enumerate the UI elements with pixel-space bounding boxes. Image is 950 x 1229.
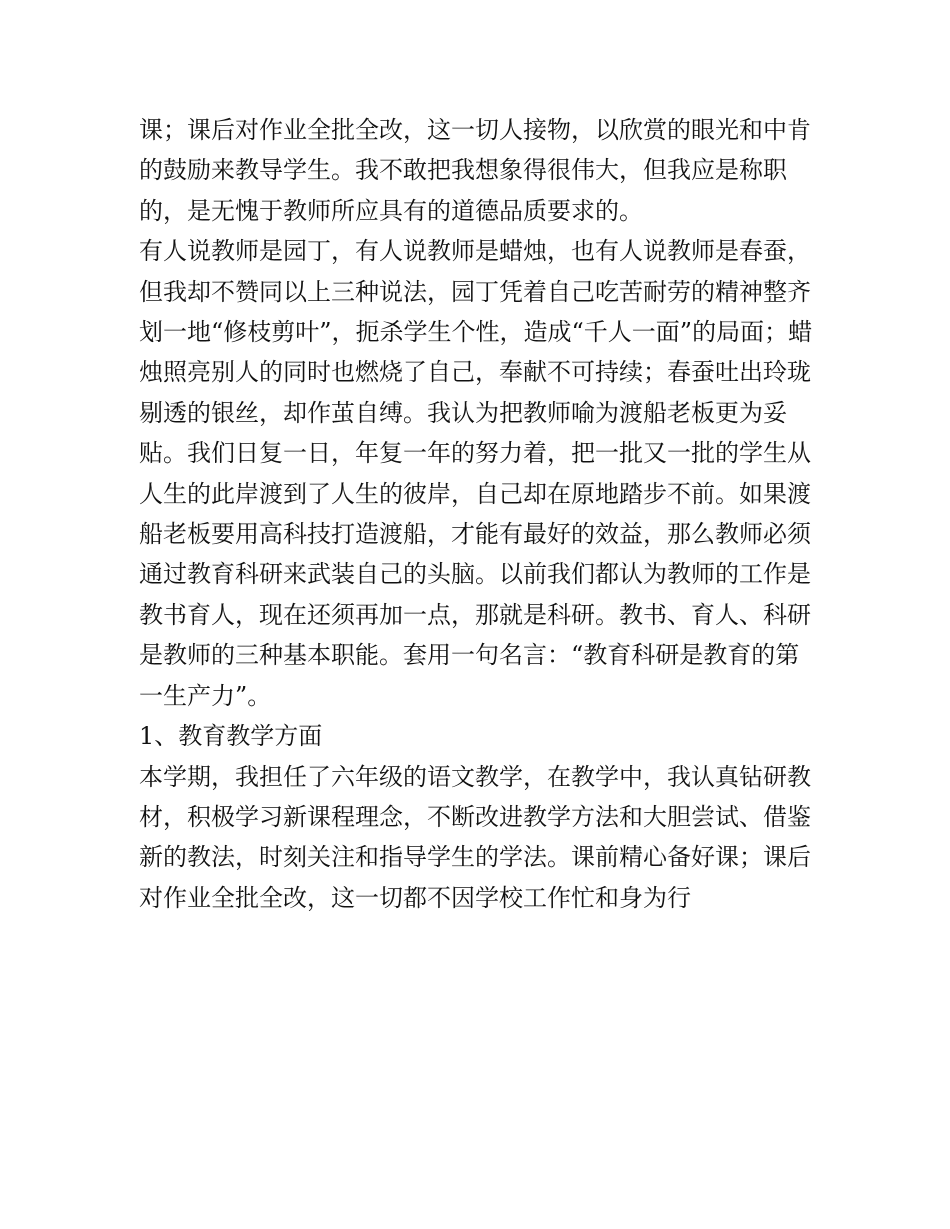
paragraph-3: 本学期，我担任了六年级的语文教学，在教学中，我认真钻研教材，积极学习新课程理念，不断改进教学方法和大胆尝试、借鉴新的教法，时刻关注和指导学生的学法。课前精心备好课；课后对作业全批全改，这一切都不因学校工作忙和身为行 bbox=[139, 762, 811, 912]
section-heading: 1、教育教学方面 bbox=[139, 722, 323, 751]
paragraph-2: 有人说教师是园丁，有人说教师是蜡烛，也有人说教师是春蚕，但我却不赞同以上三种说法，园丁凭着自己吃苦耐劳的精神整齐划一地“修枝剪叶”，扼杀学生个性，造成“千人一面”的局面；蜡烛照亮别人的同时也燃烧了自己，奉献不可持续；春蚕吐出玲珑剔透的银丝，却作茧自缚。我认为把教师喻为渡船老板更为妥贴。我们日复一日，年复一年的努力着，把一批又一批的学生从人生的此岸渡到了人生的彼岸，自己却在原地踏步不前。如果渡船老板要用高科技打造渡船，才能有最好的效益，那么教师必须通过教育科研来武装自己的头脑。以前我们都认为教师的工作是教书育人，现在还须再加一点，那就是科研。教书、育人、科研是教师的三种基本职能。套用一句名言：“教育科研是教育的第一生产力”。 bbox=[139, 237, 813, 710]
paragraph-1: 课；课后对作业全批全改，这一切人接物，以欣赏的眼光和中肯的鼓励来教导学生。我不敢把我想象得很伟大，但我应是称职的，是无愧于教师所应具有的道德品质要求的。 bbox=[139, 116, 811, 225]
document-body bbox=[139, 110, 819, 918]
